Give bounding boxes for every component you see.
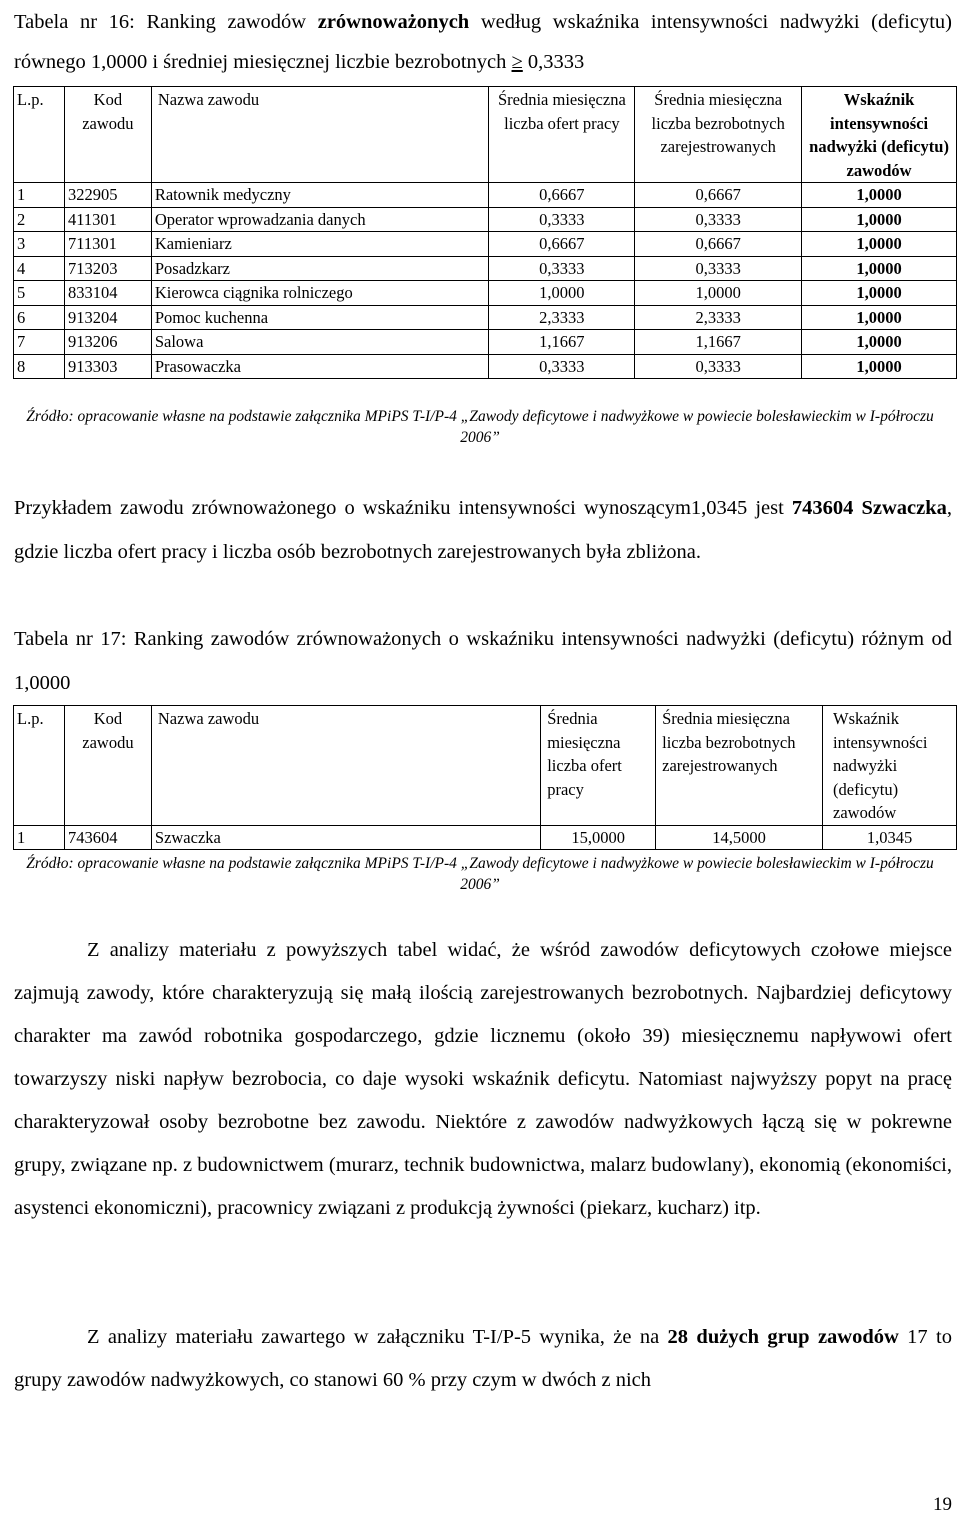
col-header-name: Nazwa zawodu [151,87,489,183]
cell-code: 913206 [64,330,151,355]
cell-code: 411301 [64,207,151,232]
cell-lp: 6 [14,305,65,330]
cell-lp: 3 [14,232,65,257]
cell-index: 1,0000 [802,256,957,281]
cell-offers: 0,6667 [489,232,635,257]
paragraph-analysis-continued [14,1316,952,1402]
paragraph-analysis: Z analizy materiału z powyższych tabel widać, że wśród zawodów deficytowych czołowe miejsce zajmują zawody, które charakteryzują się małą ilością zarejestrowanych bezrobotnych. Najbardziej deficytowy charakter ma zawód robotnika gospodarczego, gdzie licznemu (około 39) miesięcznemu napływowi ofert towarzyszy niski napływ bezrobocia, co daje wysoki wskaźnik deficytu. Natomiast najwyższy popyt na pracę charakteryzował osoby bezrobotne bez zawodu. Niektóre z zawodów nadwyżkowych łączą się w pokrewne grupy, związane np. z budownictwem (murarz, technik budownictwa, malarz budowlany), ekonomią (ekonomiści, asystenci ekonomiczni), pracownicy związani z produkcją żywności (piekarz, kucharz) itp. [14,939,952,1219]
cell-code: 913303 [64,354,151,379]
cell-unemployed: 0,6667 [635,232,802,257]
paragraph-bold-text: 743604 Szwaczka [791,497,947,519]
table-row [14,232,957,257]
table-header-row [14,87,957,183]
col-header-offers: Średnia miesięczna liczba ofert pracy [489,87,635,183]
cell-lp: 7 [14,330,65,355]
cell-name: Ratownik medyczny [151,183,489,208]
cell-code: 322905 [64,183,151,208]
cell-name: Operator wprowadzania danych [151,207,489,232]
table16-body [14,183,957,379]
col-header-unemployed: Średnia miesięczna liczba bezrobotnych zarejestrowanych [656,706,823,826]
cell-code: 833104 [64,281,151,306]
cell-offers: 0,3333 [489,256,635,281]
cell-offers: 15,0000 [541,825,656,850]
col-header-lp: L.p. [14,706,65,826]
table17-source-note: Źródło: opracowanie własne na podstawie załącznika MPiPS T-I/P-4 „Zawody deficytowe i nadwyżkowe w powiecie bolesławieckim w I-półroczu 2006” [26,855,934,893]
table17-caption: Tabela nr 17: Ranking zawodów zrównoważonych o wskaźniku intensywności nadwyżki (deficytu) różnym od 1,0000 [14,628,952,694]
cell-unemployed: 14,5000 [656,825,823,850]
col-header-unemployed: Średnia miesięczna liczba bezrobotnych zarejestrowanych [635,87,802,183]
paragraph-text: , gdzie liczba ofert pracy i liczba osób bezrobotnych zarejestrowanych była zbliżona. [14,497,953,563]
cell-index: 1,0000 [802,305,957,330]
cell-index: 1,0000 [802,281,957,306]
paragraph-example [14,486,952,574]
cell-unemployed: 0,6667 [635,183,802,208]
paragraph-text: Przykładem zawodu zrównoważonego o wskaźniku intensywności wynoszącym1,0345 jest [14,497,792,519]
col-header-index: Wskaźnik intensywności nadwyżki (deficytu) zawodów [802,87,957,183]
col-header-lp: L.p. [14,87,65,183]
cell-unemployed: 0,3333 [635,354,802,379]
table-row [14,183,957,208]
table-header-row [14,706,957,826]
cell-unemployed: 2,3333 [635,305,802,330]
cell-unemployed: 0,3333 [635,207,802,232]
cell-unemployed: 1,0000 [635,281,802,306]
table-row [14,825,957,850]
cell-lp: 4 [14,256,65,281]
table-row [14,207,957,232]
cell-lp: 5 [14,281,65,306]
cell-name: Salowa [151,330,489,355]
table-row [14,354,957,379]
caption-text: Tabela nr 16: Ranking zawodów [14,11,318,33]
table-row [14,330,957,355]
paragraph-text: 17 to grupy zawodów nadwyżkowych, co stanowi 60 % przy czym w dwóch z nich [14,1326,952,1391]
cell-code: 711301 [64,232,151,257]
col-header-code: Kod zawodu [64,87,151,183]
table17-body [14,825,957,850]
col-header-index: Wskaźnik intensywności nadwyżki (deficytu) zawodów [823,706,957,826]
caption-value: 0,3333 [522,51,585,73]
table16-caption [14,2,952,82]
cell-code: 913204 [64,305,151,330]
cell-name: Posadzkarz [151,256,489,281]
table-row [14,305,957,330]
cell-lp: 2 [14,207,65,232]
cell-offers: 2,3333 [489,305,635,330]
caption-bold-text: zrównoważonych [317,11,470,33]
col-header-offers: Średnia miesięczna liczba ofert pracy [541,706,656,826]
cell-index: 1,0000 [802,207,957,232]
col-header-code: Kod zawodu [64,706,151,826]
table-row [14,281,957,306]
cell-index: 1,0000 [802,354,957,379]
cell-index: 1,0345 [823,825,957,850]
cell-name: Pomoc kuchenna [151,305,489,330]
cell-offers: 1,0000 [489,281,635,306]
cell-offers: 1,1667 [489,330,635,355]
cell-code: 713203 [64,256,151,281]
page-number: 19 [933,1494,952,1515]
paragraph-bold-text: 28 dużych grup zawodów [667,1326,899,1348]
cell-lp: 1 [14,183,65,208]
cell-name: Kierowca ciągnika rolniczego [151,281,489,306]
cell-name: Prasowaczka [151,354,489,379]
table17 [13,705,957,850]
greater-equal-symbol: ≥ [511,51,523,73]
caption-text: według wskaźnika intensywności nadwyżki (deficytu) równego 1,0000 i średniej miesięcznej liczbie bezrobotnych [14,11,952,73]
cell-lp: 8 [14,354,65,379]
cell-offers: 0,3333 [489,354,635,379]
cell-name: Kamieniarz [151,232,489,257]
cell-unemployed: 0,3333 [635,256,802,281]
paragraph-text: Z analizy materiału zawartego w załączniku T-I/P-5 wynika, że na [87,1326,668,1348]
table-row [14,256,957,281]
cell-lp: 1 [14,825,65,850]
col-header-name: Nazwa zawodu [151,706,540,826]
table16-source-note: Źródło: opracowanie własne na podstawie załącznika MPiPS T-I/P-4 „Zawody deficytowe i nadwyżkowe w powiecie bolesławieckim w I-półroczu 2006” [26,408,934,446]
cell-index: 1,0000 [802,183,957,208]
cell-code: 743604 [64,825,151,850]
cell-index: 1,0000 [802,232,957,257]
table16 [13,86,957,379]
cell-name: Szwaczka [151,825,540,850]
cell-index: 1,0000 [802,330,957,355]
cell-offers: 0,6667 [489,183,635,208]
cell-offers: 0,3333 [489,207,635,232]
cell-unemployed: 1,1667 [635,330,802,355]
